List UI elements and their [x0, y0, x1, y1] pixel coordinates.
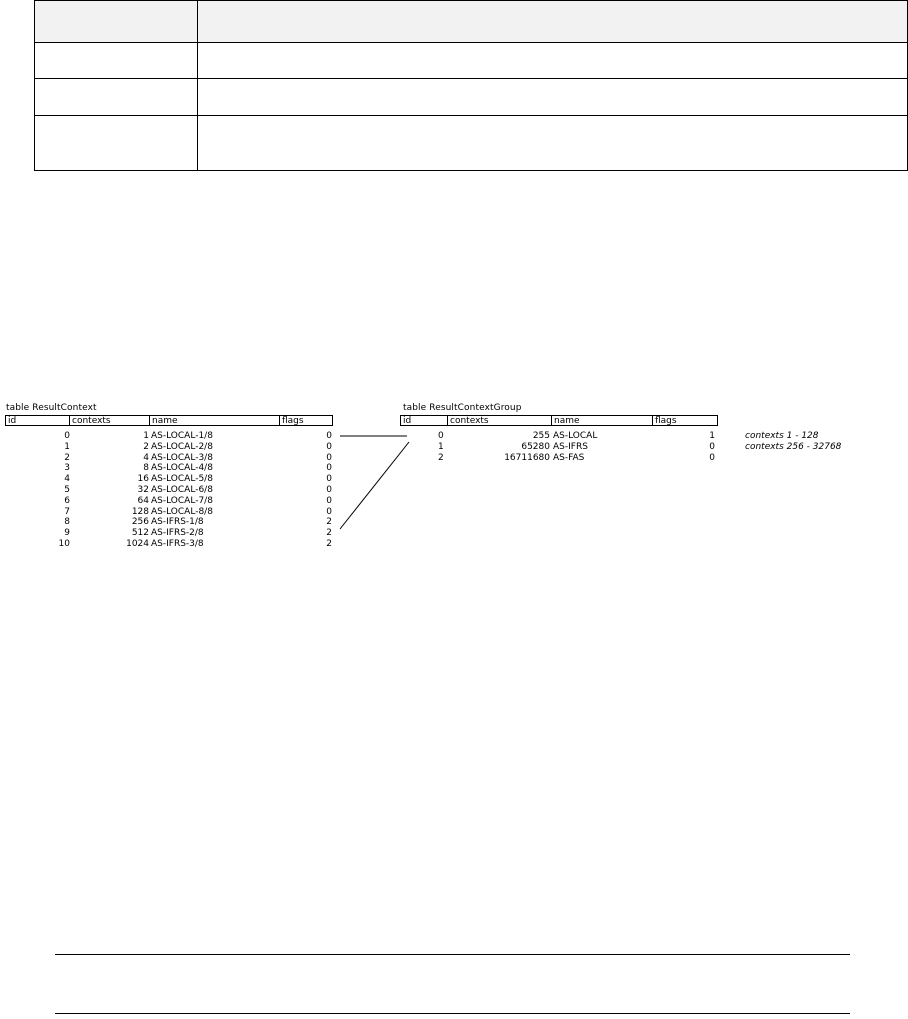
row-id: 4: [64, 474, 70, 485]
row-name: AS-IFRS-2/8: [151, 528, 204, 539]
row-name: AS-LOCAL-6/8: [151, 484, 213, 495]
row-name: AS-FAS: [553, 452, 585, 463]
row-id: 0: [64, 431, 70, 441]
result-context-header-id: id: [6, 416, 70, 425]
result-context-caption: table ResultContext: [6, 403, 97, 413]
row-id: 10: [58, 538, 70, 549]
result-context-group-caption: table ResultContextGroup: [403, 403, 522, 413]
result-context-group-header-name: name: [552, 416, 653, 425]
row-id: 3: [64, 463, 70, 474]
row-name: AS-LOCAL-5/8: [151, 474, 213, 485]
row-contexts: 16711680: [504, 452, 550, 463]
row-id: 2: [64, 452, 70, 463]
row-name: AS-LOCAL-8/8: [151, 506, 213, 517]
row-flags: 0: [326, 474, 332, 485]
row-id: 0: [438, 431, 444, 441]
row-id: 5: [64, 484, 70, 495]
row-id: 6: [64, 495, 70, 506]
row-name: AS-LOCAL-1/8: [151, 431, 213, 441]
row-flags: 2: [326, 517, 332, 528]
row-name: AS-LOCAL-4/8: [151, 463, 213, 474]
row-flags: 0: [326, 484, 332, 495]
result-context-group-header-id: id: [401, 416, 448, 425]
group-note: contexts 256 - 32768: [745, 441, 842, 452]
row-flags: 0: [326, 441, 332, 452]
row-flags: 2: [326, 528, 332, 539]
row-flags: 0: [709, 452, 715, 463]
row-name: AS-LOCAL: [553, 431, 598, 441]
row-contexts: 512: [131, 528, 149, 539]
row-flags: 0: [326, 506, 332, 517]
row-contexts: 64: [137, 495, 149, 506]
row-id: 9: [64, 528, 70, 539]
row-flags: 0: [709, 441, 715, 452]
row-id: 1: [64, 441, 70, 452]
row-flags: 0: [326, 431, 332, 441]
row-contexts: 16: [137, 474, 149, 485]
row-flags: 0: [326, 452, 332, 463]
row-contexts: 256: [131, 517, 149, 528]
row-contexts: 65280: [521, 441, 550, 452]
result-context-header-flags: flags: [282, 416, 304, 425]
horizontal-rule-upper: [55, 954, 850, 955]
group-note: contexts 1 - 128: [745, 431, 819, 441]
row-contexts: 128: [131, 506, 149, 517]
row-contexts: 255: [532, 431, 550, 441]
row-flags: 0: [326, 495, 332, 506]
row-contexts: 8: [143, 463, 149, 474]
row-id: 2: [438, 452, 444, 463]
row-id: 1: [438, 441, 444, 452]
result-context-header-contexts: contexts: [70, 416, 150, 425]
result-context-group-header-contexts: contexts: [448, 416, 552, 425]
result-context-header-name: name: [150, 416, 280, 425]
horizontal-rule-lower: [55, 1013, 850, 1014]
connector-line-diagonal: [340, 442, 409, 529]
row-name: AS-LOCAL-3/8: [151, 452, 213, 463]
row-contexts: 32: [137, 484, 149, 495]
result-context-group-header-flags: flags: [655, 416, 677, 425]
row-flags: 1: [709, 431, 715, 441]
row-contexts: 4: [143, 452, 149, 463]
row-name: AS-IFRS-3/8: [151, 538, 204, 549]
row-id: 7: [64, 506, 70, 517]
row-name: AS-IFRS: [553, 441, 588, 452]
row-name: AS-LOCAL-7/8: [151, 495, 213, 506]
row-name: AS-LOCAL-2/8: [151, 441, 213, 452]
row-name: AS-IFRS-1/8: [151, 517, 204, 528]
row-flags: 2: [326, 538, 332, 549]
row-contexts: 1024: [126, 538, 149, 549]
row-flags: 0: [326, 463, 332, 474]
row-contexts: 2: [143, 441, 149, 452]
row-id: 8: [64, 517, 70, 528]
row-contexts: 1: [143, 431, 149, 441]
